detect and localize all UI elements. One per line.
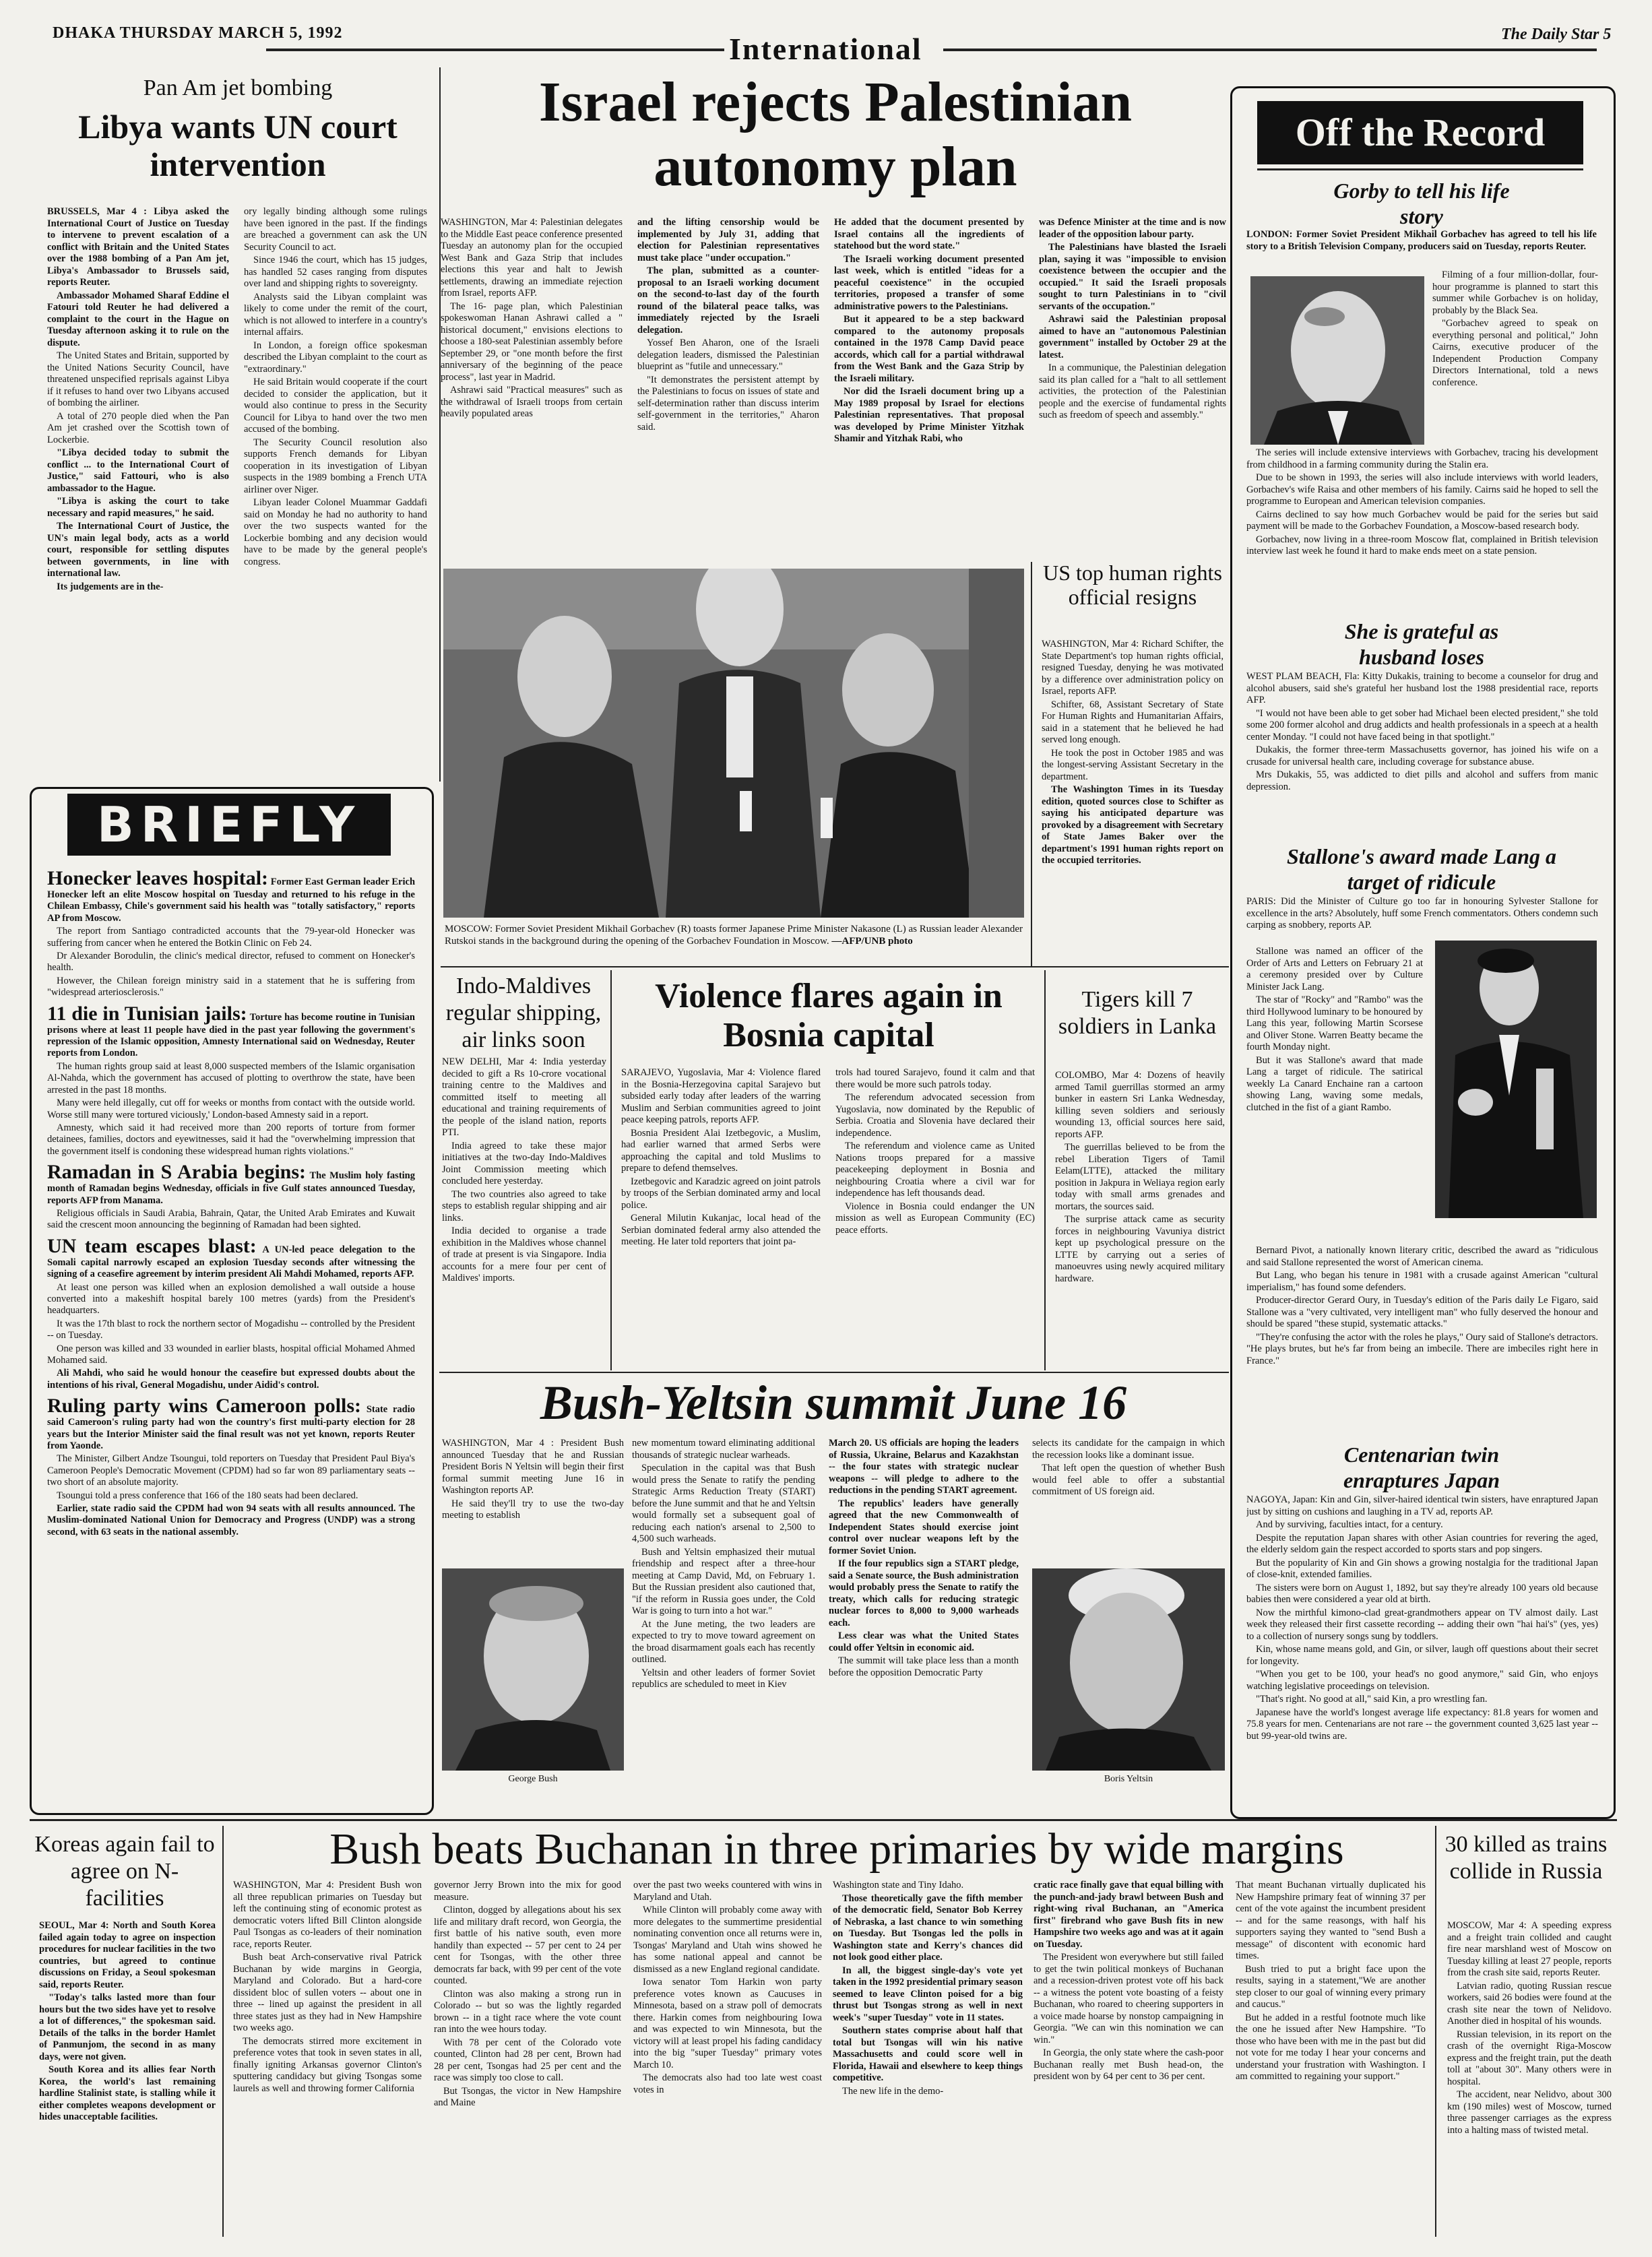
briefly-item-ramadan xyxy=(47,1162,415,1232)
summit-column-3 xyxy=(829,1438,1019,1807)
tigers-body xyxy=(1055,1070,1225,1370)
us-rights-para: WASHINGTON, Mar 4: Richard Schifter, the State Department's top human rights official, resigned Tuesday, denying he was motivated by a difference over administration policy on Israel, reports AFP. xyxy=(1042,639,1224,697)
gorby-para: Due to be shown in 1993, the series will also include interviews with world leaders, Gorbachev's wife Raisa and other members of his family. Cairns said he hoped to sell the programme to European and American television companies. xyxy=(1246,472,1598,507)
libya-column-2 xyxy=(244,206,427,773)
summit-para: If the four republics sign a START pledge, said a Senate source, the Bush administration would probably press the Senate to ratify the treaty, which calls for reducing strategic nuclear forces to 8,000 to 9,000 warheads each. xyxy=(829,1558,1019,1628)
summit-para: Yeltsin and other leaders of former Soviet republics are scheduled to meet in Kiev xyxy=(632,1667,815,1690)
main-photo-caption xyxy=(445,923,1023,947)
libya-column-1 xyxy=(47,206,229,773)
tigers-para: The surprise attack came as security forces in neighbouring Vavuniya district kept up psychological pressure on the LTTE by carrying out a series of manoeuvres using newly acquired military hardware. xyxy=(1055,1214,1225,1284)
summit-para: The summit will take place less than a month before the opposition Democratic Party xyxy=(829,1655,1019,1678)
libya-para: In London, a foreign office spokesman described the Libyan complaint to the court as "extraordinary." xyxy=(244,340,427,375)
israel-para: But it appeared to be a step backward compared to the autonomy proposals contained in the 1978 Camp David peace accords, which call for a partial withdrawal from the West Bank and the Gaza Strip by the Israeli military. xyxy=(834,314,1024,384)
buchanan-para: Iowa senator Tom Harkin won party preference votes known as Caucuses in Minnesota, based on a straw poll of democrats there. Harkin comes from neighbouring Iowa and was expected to win Minnesota, but the victory will at least propel his fading candidacy into the big "super Tuesday" primary votes March 10. xyxy=(633,1977,822,2070)
libya-para: ory legally binding although some rulings have been ignored in the past. If the findings are breached a government can ask the UN Security Council to act. xyxy=(244,206,427,253)
buchanan-column-4 xyxy=(833,1880,1023,2237)
buchanan-para: The democrats stirred more excitement in preference votes that took in seven states in all, finally igniting Arkansas governor Clinton's sputtering candidacy but giving Tsongas some laurels as well and throwing former California xyxy=(233,2035,422,2094)
libya-para: "Libya is asking the court to take necessary and rapid measures," he said. xyxy=(47,496,229,519)
koreas-headline: Koreas again fail to agree on N-facilities xyxy=(34,1832,215,1911)
libya-para: BRUSSELS, Mar 4 : Libya asked the International Court of Justice on Tuesday to intervene to prevent escalation of a conflict with Britain and the United States over the 1988 bombing of a Pan Am jet, Libya's Ambassador to Brussels said, reports Reuter. xyxy=(47,206,229,288)
train-para: Latvian radio, quoting Russian rescue workers, said 26 bodies were found at the crash site near the town of Nelidovo. Another died in hospital of his wounds. xyxy=(1447,1980,1612,2027)
summit-para: Less clear was what the United States could offer Yeltsin in economic aid. xyxy=(829,1630,1019,1653)
boris-yeltsin-photo xyxy=(1032,1568,1225,1771)
briefly-item-cameroon xyxy=(47,1395,415,1538)
gorby-para: "Gorbachev agreed to speak on everything personal and political," John Cairns, executive producer of the Independent Production Company Directors International, told a news conference. xyxy=(1432,318,1598,388)
stallone-para: But Lang, who began his tenure in 1981 with a crusade against American "cultural imperialism," has found some defenders. xyxy=(1246,1270,1598,1293)
briefly-para: It was the 17th blast to rock the northern sector of Mogadishu -- controlled by the President -- on Tuesday. xyxy=(47,1318,415,1341)
briefly-para: A UN-led peace delegation to the Somali capital narrowly escaped an explosion Tuesday seconds after witnessing the signing of a ceasefire agreement by interim president Ali Mahdi Mohamed, reports AFP. xyxy=(47,1244,415,1280)
koreas-para: South Korea and its allies fear North Korea, the world's last remaining hardline Stalinist state, is stalling while it either completes weapons development or hides unacceptable facilities. xyxy=(39,2064,216,2122)
libya-para: Analysts said the Libyan complaint was likely to come under the remit of the court, which is not allowed to interfere in a country's internal affairs. xyxy=(244,291,427,338)
bosnia-para: General Milutin Kukanjac, local head of the Serbian dominated federal army also attended the meeting. He later told reporters that joint pa- xyxy=(621,1213,821,1247)
buchanan-column-5 xyxy=(1034,1880,1224,2237)
train-body xyxy=(1447,1920,1612,2237)
buchanan-column-6 xyxy=(1236,1880,1426,2237)
paper-name: The Daily Star xyxy=(1501,26,1599,43)
israel-para: was Defence Minister at the time and is now leader of the opposition labour party. xyxy=(1039,217,1226,240)
george-bush-caption: George Bush xyxy=(508,1774,558,1784)
briefly-para: The report from Santiago contradicted accounts that the 79-year-old Honecker was suffering from cancer when he entered the Botkin Clinic on Feb 24. xyxy=(47,926,415,949)
train-headline: 30 killed as trains collide in Russia xyxy=(1444,1832,1608,1884)
maldives-para: NEW DELHI, Mar 4: India yesterday decided to gift a Rs 10-crore vocational training centre to the Maldives and committed itself to meeting all educational and training requirements of the people of the island nation, reports PTI. xyxy=(442,1056,606,1138)
israel-para: The Palestinians have blasted the Israeli plan, saying it was "impossible to envision coexistence between the occupier and the occupied." It said the Israeli proposals sought to turn Palestinians in to "civil servants of the occupation." xyxy=(1039,242,1226,312)
briefly-item-somalia xyxy=(47,1236,415,1391)
summit-para: The republics' leaders have generally agreed that the new Commonwealth of Independent States should exercise joint control over nuclear weapons left by the former Soviet Union. xyxy=(829,1498,1019,1556)
summit-column-4 xyxy=(1032,1438,1225,1563)
libya-para: Libyan leader Colonel Muammar Gaddafi said on Monday he had no authority to hand over the two suspects wanted for the Lockerbie bombing and any decision would have to be made by the general people's congress. xyxy=(244,497,427,567)
israel-para: In a communique, the Palestinian delegation said its plan called for a "halt to all settlement activities, the protection of the Palestinian people and the exercise of fundamental rights such as freedom of speech and assembly." xyxy=(1039,362,1226,420)
maldives-para: India agreed to take these major initiatives at the two-day Indo-Maldives Joint Commission meeting which concluded here yesterday. xyxy=(442,1140,606,1186)
koreas-para: SEOUL, Mar 4: North and South Korea failed again today to agree on inspection procedures for nuclear facilities in the two countries, but agreed to continue discussions on Friday, a Seoul spokesman said, reports Reuter. xyxy=(39,1920,216,1990)
maldives-para: India decided to organise a trade exhibition in the Maldives whose channel of trade at present is via Singapore. India accounts for a mere four per cent of Maldives' imports. xyxy=(442,1226,606,1283)
summit-column-2 xyxy=(632,1438,815,1807)
israel-para: "It demonstrates the persistent attempt by the Palestinians to focus on issues of state and self-determination rather than discuss interim self-government in the territories," Aharon said. xyxy=(637,374,819,433)
stallone-para: Stallone was named an officer of the Order of Arts and Letters on February 21 at a ceremony presided over by Culture Minister Jack Lang. xyxy=(1246,946,1423,992)
gorby-headline: Gorby to tell his life story xyxy=(1333,179,1510,228)
stallone-photo xyxy=(1435,941,1597,1218)
twin-para: And by surviving, faculties intact, for a century. xyxy=(1256,1519,1443,1530)
gorby-para: The series will include extensive interviews with Gorbachev, tracing his development from childhood in a farming community during the Stalin era. xyxy=(1246,447,1598,470)
bosnia-para: The referendum and violence came as United Nations troops prepared for a massive peacekeeping deployment in Bosnia and neighbouring Croatia where a civil war for independence has left thousands dead. xyxy=(835,1141,1035,1199)
buchanan-para: Bush beat Arch-conservative rival Patrick Buchanan by wide margins in Georgia, Maryland and Colorado. But a hard-core dissident bloc of sullen voters -- about one in three -- lined up against the president in all three states just as they had in New Hampshire two weeks ago. xyxy=(233,1952,422,2033)
briefly-head: Honecker leaves hospital: xyxy=(47,868,269,889)
grateful-body xyxy=(1246,671,1598,842)
twin-para: "When you get to be 100, your head's no good anymore," said Gin, who enjoys watching legislative proceedings on television. xyxy=(1246,1669,1598,1692)
buchanan-headline: Bush beats Buchanan in three primaries by wide margins xyxy=(329,1824,1344,1874)
briefly-para: State radio said Cameroon's ruling party had won the country's first multi-party election for 28 years but the Interior Minister said the final result was not yet known, reports Reuter from Yaonde. xyxy=(47,1404,415,1452)
summit-para: He said they'll try to use the two-day meeting to establish xyxy=(442,1498,624,1521)
buchanan-para: But he added in a restful footnote much like the one he issued after New Hampshire. "To those who have been with me in the past but did not vote for me today I hear your concerns and understand your frustration with Washington. I am committed to regaining your support." xyxy=(1236,2012,1426,2082)
israel-para: Yossef Ben Aharon, one of the Israeli delegation leaders, dismissed the Palestinian blueprint as "futile and unnecessary." xyxy=(637,338,819,372)
libya-para: Its judgements are in the- xyxy=(57,581,164,592)
train-para: MOSCOW, Mar 4: A speeding express and a freight train collided and caught fire near marshland west of Moscow on Tuesday killing at least 27 people, reports from the crash site said, reports Reuter. xyxy=(1447,1920,1612,1978)
buchanan-para: Clinton, dogged by allegations about his sex life and military draft record, won Georgia, the first battle of his native south, even more handily than expected -- 57 per cent to 24 per cent for Tsongas, with the other three democrats far back, with 99 per cent of the vote counted. xyxy=(434,1905,621,1986)
libya-para: The International Court of Justice, the UN's main legal body, acts as a world court, responsible for settling disputes between governments, in line with international law. xyxy=(47,521,229,579)
masthead-dateline: DHAKA THURSDAY MARCH 5, 1992 xyxy=(53,24,343,42)
summit-para: March 20. US officials are hoping the leaders of Russia, Ukraine, Belarus and Kazakhstan -- the four states with strategic nuclear weapons -- will pledge to adhere to the reductions in the pending START agreement. xyxy=(829,1438,1019,1496)
gorby-rest xyxy=(1246,447,1598,614)
us-rights-para: The Washington Times in its Tuesday edition, quoted sources close to Schifter as saying his anticipated departure was provoked by a disagreement with Secretary of State James Baker over the department's 1991 human rights report on the occupied territories. xyxy=(1042,784,1224,866)
libya-kicker: Pan Am jet bombing xyxy=(143,75,333,100)
briefly-body xyxy=(47,868,415,1806)
koreas-para: "Today's talks lasted more than four hours but the two sides have yet to resolve a lot of differences," the spokesman said. Details of the talks in the border Hamlet of Panmunjom, the second in as many days, were not given. xyxy=(39,1992,216,2062)
bosnia-para: The referendum advocated secession from Yugoslavia, now dominated by the Republic of Serbia. Croatia and Slovenia have declared their independence. xyxy=(835,1092,1035,1139)
summit-para: At the June meting, the two leaders are expected to try to move toward agreement on the broad disarmament goals each has recently outlined. xyxy=(632,1618,815,1665)
buchanan-para: Bush tried to put a bright face upon the results, saying in a statement,"We are another step closer to our goal of winning every primary and caucus." xyxy=(1236,1963,1426,2010)
libya-para: Since 1946 the court, which has 15 judges, has handled 52 cases ranging from disputes over land and shipping rights to sovereignty. xyxy=(244,255,427,289)
israel-para: and the lifting censorship would be implemented by July 31, adding that election for Palestinian representatives must take place "under occupation." xyxy=(637,217,819,263)
libya-para: A total of 270 people died when the Pan Am jet crashed over the Scottish town of Lockerbie. xyxy=(47,410,229,445)
libya-para: The Security Council resolution also supports French demands for Libyan cooperation in its investigation of Libyan suspects in the 1989 bombing a French UTA airliner over Niger. xyxy=(244,437,427,495)
stallone-headline: Stallone's award made Lang a target of ridicule xyxy=(1286,844,1557,894)
israel-column-3 xyxy=(834,217,1024,561)
israel-para: Ashrawi said the Palestinian proposal aimed to have an "autonomous Palestinian government" installed by October 29 at the latest. xyxy=(1039,314,1226,360)
twin-para: Kin, whose name means gold, and Gin, or silver, laugh off questions about their secret for longevity. xyxy=(1246,1644,1598,1667)
buchanan-para: over the past two weeks countered with wins in Maryland and Utah. xyxy=(633,1880,822,1903)
george-bush-photo xyxy=(442,1568,624,1771)
summit-headline: Bush-Yeltsin summit June 16 xyxy=(540,1376,1127,1430)
maldives-headline: Indo-Maldives regular shipping, air links soon xyxy=(445,974,602,1052)
bosnia-para: Bosnia President Alai Izetbegovic, a Muslim, had earlier warned that armed Serbs were approaching the capital and told Muslims to prepare to defend themselves. xyxy=(621,1127,821,1174)
briefly-para: Ali Mahdi, who said he would honour the ceasefire but expressed doubts about the intentions of his rival, General Mogadishu, under Aidid's control. xyxy=(47,1368,415,1391)
briefly-para: The Muslim holy fasting month of Ramadan begins Wednesday, officials in five Gulf states announced Tuesday, reports AFP from Manama. xyxy=(47,1170,415,1206)
grateful-para: Mrs Dukakis, 55, was addicted to diet pills and alcohol and suffers from manic depression. xyxy=(1246,769,1598,792)
summit-para: That left open the question of whether Bush would feel able to offer a substantial commitment of US foreign aid. xyxy=(1032,1463,1225,1497)
twin-body xyxy=(1246,1494,1598,1804)
bosnia-para: Violence in Bosnia could endanger the UN mission as well as European Community (EC) peace efforts. xyxy=(835,1201,1035,1236)
briefly-para: At least one person was killed when an explosion demolished a wall outside a house converted into a makeshift hospital barely 100 metres (yards) from the President's headquarters. xyxy=(47,1281,415,1316)
stallone-para: But it was Stallone's award that made Lang a target of ridicule. The satirical weekly La Canard Enchaine ran a cartoon showing Lang, waving some medals, clutched in the fist of a giant Rambo. xyxy=(1246,1054,1423,1113)
buchanan-para: In Georgia, the only state where the cash-poor Buchanan really met Bush head-on, the president won by 64 per cent to 36 per cent. xyxy=(1034,2047,1224,2082)
gorby-lead-text: LONDON: Former Soviet President Mikhail Gorbachev has agreed to tell his life story to a British Television Company, producers said on Tuesday, reports Reuter. xyxy=(1246,229,1597,252)
israel-para: The plan, submitted as a counter-proposal to an Israeli working document on the second-to-last day of the fourth round of the bilateral peace talks, was immediately rejected by the Israeli delegation. xyxy=(637,265,819,336)
buchanan-para: cratic race finally gave that equal billing with the punch-and-jady brawl between Bush and right-wing rival Buchanan, an "America first" firebrand who gave Bush fits in new Hampshire two weeks ago and was at it again on Tuesday. xyxy=(1034,1880,1224,1950)
twin-headline: Centenarian twin enraptures Japan xyxy=(1343,1442,1500,1492)
buchanan-column-2 xyxy=(434,1880,621,2237)
briefly-para: The Minister, Gilbert Andze Tsoungui, told reporters on Tuesday that President Paul Biya's Cameroon People's Democratic Movement (CPDM) had so far won 89 parliamentary seats -- two short of an absolute majority. xyxy=(47,1453,415,1488)
tigers-para: The guerrillas believed to be from the rebel Liberation Tigers of Tamil Eelam(LTTE), attacked the military position in Jakpura in Weliaya region early today with small arms grenades and mortars, the sources said. xyxy=(1055,1142,1225,1212)
gorby-para: Filming of a four million-dollar, four-hour programme is planned to start this summer while Gorbachev is on holiday, probably by the Black Sea. xyxy=(1432,269,1598,316)
stallone-para: Producer-director Gerard Oury, in Tuesday's edition of the Paris daily Le Figaro, said Stallone was a "very cultivated, very intelligent man" who fully deserved the honour and should be spared "these stupid, systematic attacks." xyxy=(1246,1295,1598,1329)
briefly-para: One person was killed and 33 wounded in earlier blasts, hospital official Mohamed Ahmed Mohamed said. xyxy=(47,1343,415,1366)
stallone-lead xyxy=(1246,896,1598,945)
page-number: 5 xyxy=(1603,26,1612,43)
briefly-head: Ruling party wins Cameroon polls: xyxy=(47,1395,362,1418)
briefly-para: Torture has become routine in Tunisian prisons where at least 11 people have died in the past year following the government's repression of the Islamic opposition, Amnesty International said on Wednesday, Reuter reports from London. xyxy=(47,1011,415,1059)
israel-para: The Israeli working document presented last week, which is entitled "ideas for a peaceful coexistence" in the occupied territories, proposed a transfer of some administrative powers to the Palestinians. xyxy=(834,253,1024,312)
grateful-para: Dukakis, the former three-term Massachusetts governor, has joined his wife on a crusade for universal health care, including coverage for substance abuse. xyxy=(1246,744,1598,767)
gorby-para: Cairns declined to say how much Gorbachev would be paid for the series but said payment will be made to the Gorbachev Foundation, a Moscow-based research body. xyxy=(1246,509,1598,532)
buchanan-para: The democrats also had too late west coast votes in xyxy=(633,2072,822,2095)
israel-para: WASHINGTON, Mar 4: Palestinian delegates to the Middle East peace conference presented Tuesday an autonomy plan for the occupied West Bank and Gaza Strip that includes elections this year and halt to Jewish settlements, drawing an immediate rejection from Israel, reports AFP. xyxy=(441,217,623,298)
bosnia-column-2 xyxy=(835,1067,1035,1370)
briefly-para: Many were held illegally, cut off for weeks or months from contact with the outside world. Worse still many were tortured viciously,' London-based Amnesty said in a report. xyxy=(47,1098,415,1120)
grateful-para: WEST PLAM BEACH, Fla: Kitty Dukakis, training to become a counselor for drug and alcohol abusers, said she's grateful her husband lost the 1988 presidential race, reports AFP. xyxy=(1246,671,1598,705)
israel-column-4 xyxy=(1039,217,1226,561)
briefly-item-tunisia xyxy=(47,1003,415,1157)
summit-column-1 xyxy=(442,1438,624,1563)
stallone-para: The star of "Rocky" and "Rambo" was the third Hollywood luminary to be honoured by Lang this year, following Martin Scorsese and Oliver Stone. Warren Beatty became the fourth Monday night. xyxy=(1246,994,1423,1052)
gorby-lead xyxy=(1246,229,1597,267)
twin-para: The sisters were born on August 1, 1892, but say they're already 100 years old because babies then were considered a year old at birth. xyxy=(1246,1582,1598,1605)
gorby-para: Gorbachev, now living in a three-room Moscow flat, complained in British television interview last week he found it hard to make ends meet on a state pension. xyxy=(1246,534,1598,557)
israel-para: The 16- page plan, which Palestinian spokeswoman Hanan Ashrawi called a " historical document," envisions elections to choose a 180-seat Palestinian assembly before September 29, or "one month before the first anniversary of the beginning of the peace process", last year in Madrid. xyxy=(441,300,623,383)
boris-yeltsin-caption: Boris Yeltsin xyxy=(1104,1774,1153,1784)
twin-para: "That's right. No good at all," said Kin, a pro wrestling fan. xyxy=(1256,1694,1488,1705)
briefly-para: Earlier, state radio said the CPDM had won 94 seats with all results announced. The Muslim-dominated National Union for Democracy and Progress (UNDP) was a strong second, with 63 seats in the national assembly. xyxy=(47,1503,415,1537)
summit-para: selects its candidate for the campaign in which the recession looks like a dominant issue. xyxy=(1032,1438,1225,1461)
buchanan-para: governor Jerry Brown into the mix for good measure. xyxy=(434,1880,621,1903)
summit-para: new momentum toward eliminating additional thousands of strategic nuclear warheads. xyxy=(632,1438,815,1461)
buchanan-column-1 xyxy=(233,1880,422,2237)
stallone-side xyxy=(1246,946,1423,1240)
paper-logo xyxy=(1501,26,1611,44)
buchanan-para: The new life in the demo- xyxy=(842,2085,944,2097)
briefly-head: UN team escapes blast: xyxy=(47,1234,257,1257)
gorbachev-toast-photo xyxy=(443,569,1024,918)
gorby-side xyxy=(1432,269,1598,446)
train-para: The accident, near Nelidvo, about 300 km (190 miles) west of Moscow, turned three passenger carriages as the express into a halting mass of twisted metal. xyxy=(1447,2089,1612,2136)
maldives-para: The two countries also agreed to take steps to establish regular shipping and air links. xyxy=(442,1188,606,1223)
bosnia-para: Izetbegovic and Karadzic agreed on joint patrols by troops of the Serbian dominated army and local police. xyxy=(621,1176,821,1211)
briefly-head: Ramadan in S Arabia begins: xyxy=(47,1161,307,1184)
summit-para: Speculation in the capital was that Bush would press the Senate to ratify the pending Strategic Arms Reduction Treaty (START) before the June summit and that he and Yeltsin would formally set a subsequent goal of reducing each nation's arsenal to 2,500 to 4,500 such warheads. xyxy=(632,1463,815,1544)
briefly-para: Dr Alexander Borodulin, the clinic's medical director, refused to comment on Honecker's health. xyxy=(47,951,415,974)
off-record-title: Off the Record xyxy=(1257,101,1583,164)
israel-column-2 xyxy=(637,217,819,561)
libya-para: The United States and Britain, supported by the United Nations Security Council, have threatened unspecified reprisals against Libya if it refuses to hand over two Libyans accused of bombing the airliner. xyxy=(47,350,229,408)
israel-headline: Israel rejects Palestinian autonomy plan xyxy=(538,71,1133,198)
summit-para: WASHINGTON, Mar 4 : President Bush announced Tuesday that he and Russian President Boris N Yeltsin will begin their first formal summit meeting June 16 in Washington reports AP. xyxy=(442,1438,624,1496)
buchanan-para: Clinton was also making a strong run in Colorado -- but so was the lightly regarded brown -- in a tight race where the vote count ran into the wee hours today. xyxy=(434,1988,621,2035)
briefly-para: Tsoungui told a press conference that 166 of the 180 seats had been declared. xyxy=(57,1490,358,1501)
twin-para: But the popularity of Kin and Gin shows a growing nostalgia for the traditional Japan of close-knit, extended families. xyxy=(1246,1557,1598,1580)
summit-para: Bush and Yeltsin emphasized their mutual friendship and respect after a three-hour meeting at Camp David, Md, on February 1. But the Russian president also cautioned that, "if the reform in Russia goes under, the Cold War is going to turn into a hot war." xyxy=(632,1546,815,1616)
briefly-para: However, the Chilean foreign ministry said in a statement that he is suffering from "widespread arteriosclerosis." xyxy=(47,975,415,998)
maldives-body xyxy=(442,1056,606,1370)
us-rights-body xyxy=(1042,639,1224,963)
us-rights-headline: US top human rights official resigns xyxy=(1043,561,1222,609)
israel-para: Nor did the Israeli document bring up a May 1989 proposal by Israel for elections Palestinian representatives. That proposal was developed by Prime Minister Yitzhak Shamir and Yitzhak Rabi, who xyxy=(834,386,1024,444)
tigers-headline: Tigers kill 7 soldiers in Lanka xyxy=(1058,987,1217,1039)
buchanan-para: WASHINGTON, Mar 4: President Bush won all three republican primaries on Tuesday but left the continuing sting of economic protest as democratic voters lifted Bill Clinton alongside Paul Tsongas as co-leaders of their nomination race, reports Reuter. xyxy=(233,1880,422,1950)
twin-para: NAGOYA, Japan: Kin and Gin, silver-haired identical twin sisters, have enraptured Japan just by sitting on cushions and laughing in a TV ad, reports AP. xyxy=(1246,1494,1598,1517)
us-rights-para: Schifter, 68, Assistant Secretary of State For Human Rights and Humanitarian Affairs, said in a statement that he believed he had served long enough. xyxy=(1042,699,1224,745)
briefly-title: BRIEFLY xyxy=(67,794,391,856)
israel-para: Ashrawi said "Practical measures" such as the withdrawal of Israeli troops from certain heavily populated areas xyxy=(441,385,623,419)
gorbachev-portrait xyxy=(1250,276,1424,445)
briefly-para: Amnesty, which said it had received more than 200 reports of torture from former detainees, families, doctors and eyewitnesses, said it had the "overwhelming impression that the government itself is condoning these widespread human rights violations." xyxy=(47,1122,415,1157)
buchanan-para: Washington state and Tiny Idaho. xyxy=(833,1880,964,1890)
grateful-para: "I would not have been able to get sober had Michael been elected president," she told some 200 former alcohol and drug addicts and health professionals in a speech at a health center Monday. "I could not have faced being in that spotlight." xyxy=(1246,707,1598,742)
israel-column-1 xyxy=(441,217,623,561)
libya-para: "Libya decided today to submit the conflict ... to the International Court of Justice," said Fattouri, who is also ambassador to the Hague. xyxy=(47,447,229,494)
briefly-item-honecker xyxy=(47,868,415,999)
twin-para: Despite the reputation Japan shares with other Asian countries for revering the aged, the elderly seldom gain the respect accorded to sports stars and pop singers. xyxy=(1246,1532,1598,1555)
main-photo-credit: —AFP/UNB photo xyxy=(831,936,913,947)
briefly-para: The human rights group said at least 8,000 suspected members of the Islamic organisation Al-Nahda, which the government has accused of plotting to overthrow the state, have been arrested in the past 18 months. xyxy=(47,1060,415,1095)
section-title: International xyxy=(729,32,922,66)
us-rights-para: He took the post in October 1985 and was the longest-serving Assistant Secretary in the department. xyxy=(1042,747,1224,782)
buchanan-para: With 78 per cent of the Colorado vote counted, Clinton had 28 per cent, Brown had 28 per cent, Tsongas had 25 per cent and the race was simply too close to call. xyxy=(434,2037,621,2083)
libya-para: Ambassador Mohamed Sharaf Eddine el Fatouri told Reuter he had delivered a complaint to the court in the Hague on Tuesday afternoon asking it to rule on the dispute. xyxy=(47,290,229,348)
twin-para: Japanese have the world's longest average life expectancy: 81.8 years for women and 75.8 years for men. Centenarians are not rare -- the government counted 3,625 last year -- but 99-year-old twins are. xyxy=(1246,1707,1598,1742)
koreas-body xyxy=(39,1920,216,2237)
tigers-para: COLOMBO, Mar 4: Dozens of heavily armed Tamil guerrillas stormed an army bunker in eastern Sri Lanka Wednesday, killing seven soldiers and seriously wounding 13, official sources here said, reports AFP. xyxy=(1055,1070,1225,1140)
stallone-rest xyxy=(1246,1245,1598,1440)
main-photo-caption-text: MOSCOW: Former Soviet President Mikhail Gorbachev (R) toasts former Japanese Prime Minister Nakasone (L) as Russian leader Alexander Rutskoi stands in the background during the opening of the Gorbachev Foundation in Moscow. xyxy=(445,924,1023,947)
grateful-headline: She is grateful as husband loses xyxy=(1344,619,1499,669)
israel-para: He added that the document presented by Israel contains all the ingredients of statehood but the word state." xyxy=(834,217,1024,251)
libya-para: He said Britain would cooperate if the court decided to consider the application, but it would also continue to press in the Security Council for Libya to hand over the two men accused of the bombing. xyxy=(244,377,427,435)
stallone-para: Bernard Pivot, a nationally known literary critic, described the award as "ridiculous and said Stallone represented the worst of American cinema. xyxy=(1246,1245,1598,1268)
buchanan-para: Those theoretically gave the fifth member of the democratic field, Senator Bob Kerrey of Nebraska, a last chance to win something on Tuesday. But Tsongas led the polls in Washington state and Kerry's chances did not look good either place. xyxy=(833,1893,1023,1963)
buchanan-para: In all, the biggest single-day's vote yet taken in the 1992 presidential primary season seemed to leave Clinton poised for a big thrust but Tsongas strong as well in next week's "super Tuesday" vote in 11 states. xyxy=(833,1965,1023,2023)
buchanan-para: That meant Buchanan virtually duplicated his New Hampshire primary feat of winning 37 per cent of the vote against the incumbent president -- and for the same reasongs, with half his supporters saying they wanted to "send Bush a message" of discontent with economic hard times. xyxy=(1236,1880,1426,1961)
bosnia-para: trols had toured Sarajevo, found it calm and that there would be more such patrols today. xyxy=(835,1067,1035,1090)
buchanan-para: But Tsongas, the victor in New Hampshire and Maine xyxy=(434,2085,621,2108)
buchanan-column-3 xyxy=(633,1880,822,2237)
libya-headline: Libya wants UN court intervention xyxy=(78,108,398,183)
stallone-lead-text: PARIS: Did the Minister of Culture go too far in honouring Sylvester Stallone for excellence in the arts? Absolutely, huff some French commentators. Others condemn such carping as snobbery, reports AP. xyxy=(1246,896,1598,930)
briefly-para: Religious officials in Saudi Arabia, Bahrain, Qatar, the United Arab Emirates and Kuwait said the crescent moon announcing the beginning of Ramadan had been sighted. xyxy=(47,1207,415,1231)
briefly-head: 11 die in Tunisian jails: xyxy=(47,1002,247,1025)
bosnia-para: SARAJEVO, Yugoslavia, Mar 4: Violence flared in the Bosnia-Herzegovina capital Sarajevo but subsided early today after leaders of the warring Muslim and Serbian communities agreed to joint peace keeping patrols, reports AFP. xyxy=(621,1067,821,1125)
buchanan-para: Southern states comprise about half that total but Tsongas will win his native Massachusetts and could score well in Florida, Hawaii and elsewhere to keep things competitive. xyxy=(833,2025,1023,2083)
bosnia-headline: Violence flares again in Bosnia capital xyxy=(655,977,1003,1054)
bosnia-column-1 xyxy=(621,1067,821,1370)
buchanan-para: The President won everywhere but still failed to get the twin political monkeys of Buchanan and a recession-driven protest vote off his back -- a witness the potent vote boasting of a feisty Buchanan, who roared to cheering supporters in a voice made hoarse by nonstop campaigning in Georgia. "We can win this nomination we can win." xyxy=(1034,1952,1224,2045)
buchanan-para: While Clinton will probably come away with more delegates to the summertime presidential nominating convention once all returns were in, Tsongas' Maryland and Utah wins showed he has some national appeal and cannot be dismissed as a new England regional candidate. xyxy=(633,1905,822,1975)
twin-para: Now the mirthful kimono-clad great-grandmothers appear on TV almost daily. Last week they released their first cassette recording -- adding their own "hai hai's" (yes, yes) to a collection of nursery songs sung by toddlers. xyxy=(1246,1607,1598,1642)
stallone-para: "They're confusing the actor with the roles he plays," Oury said of Stallone's detractors. "He plays brutes, but he's far from being an imbecile. There are imbeciles right here in France." xyxy=(1246,1331,1598,1366)
train-para: Russian television, in its report on the crash of the overnight Riga-Moscow express and the freight train, put the death toll at "about 30". Many others were in hospital. xyxy=(1447,2029,1612,2087)
briefly-para: Former East German leader Erich Honecker left an elite Moscow hospital on Tuesday and returned to his refuge in the Chilean Embassy, Chile's government said his health was "totally satisfactory," reports AP from Moscow. xyxy=(47,877,415,924)
